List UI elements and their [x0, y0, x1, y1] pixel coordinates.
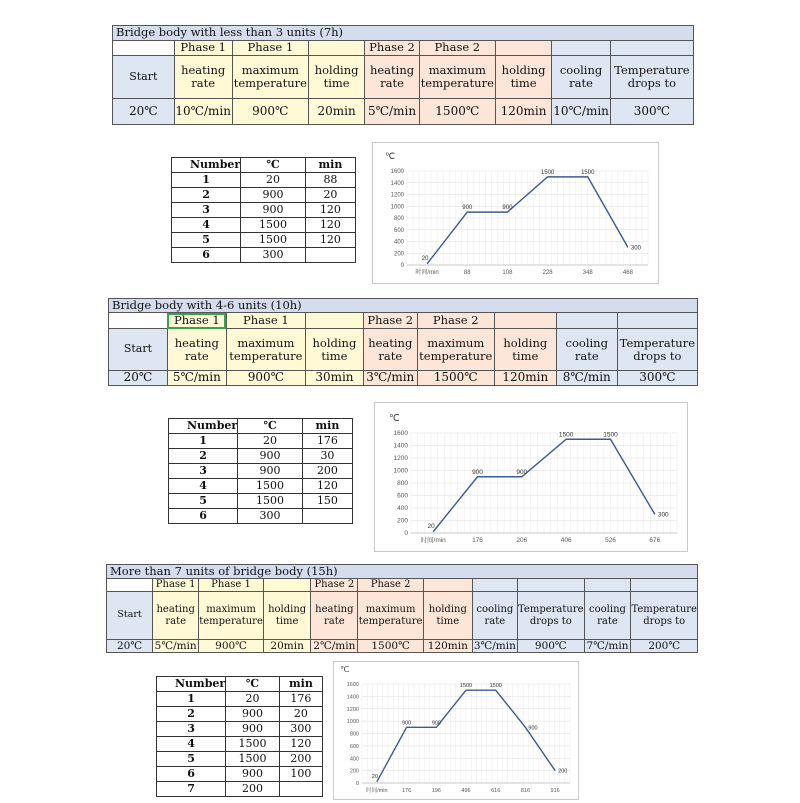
value-cell: 900℃ — [226, 371, 305, 386]
x-tick-label: 348 — [582, 270, 593, 276]
table-row — [157, 752, 323, 767]
table-cell: 300 — [279, 722, 322, 737]
data-label: 20 — [371, 773, 378, 780]
header-cell: Temperature drops to — [610, 56, 693, 99]
chart-svg-2 — [375, 403, 687, 551]
header-cell: maximum temperature — [232, 56, 308, 99]
x-tick-label: 676 — [649, 537, 661, 544]
table-row — [169, 464, 353, 479]
column-header: Number — [169, 419, 238, 434]
program-table-3 — [106, 564, 698, 653]
y-tick-label: 800 — [349, 731, 359, 738]
y-tick-label: 1600 — [390, 169, 404, 175]
table-cell: 200 — [226, 782, 280, 797]
y-tick-label: 1400 — [346, 694, 359, 701]
x-tick-label: 916 — [550, 788, 560, 794]
y-tick-label: 600 — [397, 492, 408, 500]
y-tick-label: 1000 — [346, 719, 359, 726]
section-title: Bridge body with 4-6 units (10h) — [109, 299, 698, 313]
table-row — [172, 218, 356, 233]
value-cell: 900℃ — [199, 640, 264, 653]
table-cell: 20 — [226, 692, 280, 707]
y-tick-label: 1600 — [346, 682, 359, 688]
header-cell: heating rate — [363, 329, 417, 371]
table-cell: 176 — [302, 434, 352, 449]
chart-svg-3 — [334, 662, 578, 799]
phase-cell: Phase 1 — [174, 41, 232, 56]
x-tick-label: 228 — [542, 270, 553, 276]
value-cell: 3℃/min — [363, 371, 417, 386]
phase-cell — [518, 579, 585, 592]
header-cell: Temperature drops to — [617, 329, 697, 371]
value-cell: 200℃ — [631, 640, 698, 653]
value-cell: 5℃/min — [167, 371, 226, 386]
value-cell: 3℃/min — [473, 640, 516, 653]
table-cell: 900 — [241, 203, 306, 218]
data-label: 900 — [528, 725, 538, 732]
table-cell: 1500 — [241, 233, 306, 248]
x-tick-label: 176 — [401, 788, 412, 794]
data-label: 1500 — [540, 169, 555, 176]
phase-cell — [617, 313, 697, 329]
y-tick-label: 1200 — [346, 706, 359, 713]
x-tick-label: 206 — [516, 537, 528, 544]
table-cell: 300 — [238, 509, 303, 524]
value-cell: 20min — [308, 99, 364, 125]
chart-svg-1 — [373, 143, 658, 283]
phase-cell — [631, 579, 698, 592]
table-cell: 150 — [302, 494, 352, 509]
header-cell: cooling rate — [472, 592, 517, 640]
y-tick-label: 600 — [349, 743, 359, 750]
header-cell: holding time — [305, 329, 363, 371]
table-row — [157, 707, 323, 722]
table-cell: 3 — [169, 464, 238, 479]
y-tick-label: 0 — [355, 781, 359, 787]
y-tick-label: 0 — [400, 263, 404, 269]
temperature-chart-3 — [333, 661, 579, 800]
table-cell: 900 — [226, 767, 280, 782]
table-cell: 6 — [169, 509, 238, 524]
header-cell: heating rate — [167, 329, 226, 371]
x-axis-label: 时间/min — [420, 537, 446, 544]
section-title: Bridge body with less than 3 units (7h) — [113, 26, 694, 41]
value-cell: 1500℃ — [358, 640, 424, 653]
phase-cell — [113, 41, 175, 56]
phase-cell: Phase 1 — [199, 579, 264, 592]
table-row — [169, 479, 353, 494]
table-row — [172, 233, 356, 248]
table-cell: 30 — [302, 449, 352, 464]
table-row — [169, 509, 353, 524]
x-tick-label: 616 — [491, 788, 501, 794]
table-row — [157, 737, 323, 752]
section-title: More than 7 units of bridge body (15h) — [107, 565, 698, 579]
table-cell: 200 — [302, 464, 352, 479]
table-cell: 1500 — [241, 218, 306, 233]
value-cell: 300℃ — [617, 371, 697, 386]
y-tick-label: 200 — [393, 251, 404, 258]
table-cell: 88 — [305, 173, 355, 188]
phase-cell — [472, 579, 517, 592]
table-cell: 5 — [169, 494, 238, 509]
x-tick-label: 816 — [520, 788, 531, 794]
phase-cell — [584, 579, 631, 592]
header-cell: maximum temperature — [358, 592, 424, 640]
x-tick-label: 176 — [472, 537, 483, 544]
table-cell: 20 — [241, 173, 306, 188]
x-tick-label: 496 — [461, 788, 471, 794]
data-label: 1500 — [558, 431, 574, 439]
header-cell: holding time — [308, 56, 364, 99]
table-row — [172, 188, 356, 203]
x-tick-label: 406 — [560, 537, 572, 544]
data-label: 900 — [516, 468, 528, 476]
data-label: 20 — [421, 255, 429, 262]
header-cell: holding time — [423, 592, 472, 640]
column-header: min — [305, 158, 355, 173]
value-cell: 10℃/min — [174, 99, 232, 125]
table-row — [157, 782, 323, 797]
data-label: 900 — [401, 720, 412, 727]
table-cell: 120 — [279, 737, 322, 752]
data-label: 900 — [431, 720, 441, 727]
column-header: Number — [157, 677, 226, 692]
value-cell: 300℃ — [610, 99, 693, 125]
table-cell: 3 — [157, 722, 226, 737]
table-cell: 4 — [169, 479, 238, 494]
value-cell: 30min — [305, 371, 363, 386]
table-cell: 7 — [157, 782, 226, 797]
value-cell: 120min — [495, 99, 551, 125]
data-label: 1500 — [603, 431, 618, 439]
column-header: ℃ — [226, 677, 280, 692]
header-cell: heating rate — [153, 592, 199, 640]
data-label: 900 — [462, 205, 473, 212]
phase-cell: Phase 2 — [311, 579, 358, 592]
table-cell: 3 — [172, 203, 241, 218]
table-cell — [305, 248, 355, 263]
header-cell: holding time — [494, 329, 556, 371]
x-tick-label: 196 — [431, 788, 441, 794]
table-cell: 5 — [172, 233, 241, 248]
program-table-1 — [112, 25, 694, 125]
table-cell: 4 — [157, 737, 226, 752]
table-row — [157, 767, 323, 782]
header-cell: Temperature drops to — [631, 592, 698, 640]
phase-cell: Phase 2 — [358, 579, 424, 592]
header-cell: cooling rate — [552, 56, 611, 99]
x-axis-label: 时间/min — [366, 788, 388, 794]
table-cell: 120 — [305, 203, 355, 218]
table-cell: 120 — [305, 218, 355, 233]
table-cell: 176 — [279, 692, 322, 707]
table-cell: 200 — [279, 752, 322, 767]
temperature-chart-2 — [374, 402, 688, 552]
table-cell: 1500 — [226, 737, 280, 752]
y-tick-label: 400 — [349, 756, 359, 763]
table-row — [169, 494, 353, 509]
column-header: min — [279, 677, 322, 692]
value-cell: 20℃ — [109, 371, 168, 386]
value-cell: 900℃ — [232, 99, 308, 125]
table-row — [157, 692, 323, 707]
phase-cell: Phase 2 — [419, 41, 495, 56]
column-header: ℃ — [241, 158, 306, 173]
header-cell: maximum temperature — [199, 592, 264, 640]
table-row — [172, 173, 356, 188]
table-row — [172, 203, 356, 218]
value-cell: 5℃/min — [365, 99, 419, 125]
table-row — [169, 434, 353, 449]
table-cell: 120 — [302, 479, 352, 494]
table-cell: 900 — [226, 707, 280, 722]
y-axis-unit-label: ℃ — [389, 413, 400, 424]
header-cell: maximum temperature — [226, 329, 305, 371]
value-cell: 1500℃ — [417, 371, 494, 386]
x-tick-label: 526 — [605, 537, 616, 544]
table-cell: 1500 — [238, 479, 303, 494]
column-header: min — [302, 419, 352, 434]
phase-cell — [494, 313, 556, 329]
phase-cell — [610, 41, 693, 56]
header-cell: Start — [109, 329, 168, 371]
table-cell: 120 — [305, 233, 355, 248]
header-cell: maximum temperature — [419, 56, 495, 99]
phase-cell: Phase 1 — [153, 579, 199, 592]
y-axis-unit-label: ℃ — [340, 664, 350, 674]
data-label: 200 — [558, 768, 568, 775]
data-label: 900 — [472, 468, 483, 476]
value-cell: 7℃/min — [584, 640, 631, 653]
value-cell: 120min — [423, 640, 472, 653]
column-header: Number — [172, 158, 241, 173]
data-table-3 — [156, 676, 323, 797]
phase-cell — [556, 313, 617, 329]
x-tick-label: 88 — [463, 270, 471, 276]
table-cell: 1500 — [238, 494, 303, 509]
header-cell: Start — [107, 592, 153, 640]
phase-cell: Phase 2 — [365, 41, 419, 56]
table-cell: 1500 — [226, 752, 280, 767]
table-cell: 20 — [238, 434, 303, 449]
y-tick-label: 1200 — [393, 455, 408, 462]
y-tick-label: 800 — [397, 480, 408, 487]
y-tick-label: 400 — [397, 505, 408, 512]
data-label: 300 — [657, 511, 669, 519]
data-table-2 — [168, 418, 353, 524]
phase-cell — [495, 41, 551, 56]
phase-cell — [308, 41, 364, 56]
y-tick-label: 400 — [393, 239, 404, 246]
data-table-1 — [171, 157, 356, 263]
y-tick-label: 1200 — [390, 192, 404, 199]
x-tick-label: 468 — [622, 270, 633, 276]
table-row — [169, 449, 353, 464]
value-cell: 5℃/min — [153, 640, 199, 653]
y-tick-label: 600 — [393, 227, 404, 234]
phase-cell: Phase 1 — [232, 41, 308, 56]
value-cell: 8℃/min — [556, 371, 617, 386]
temperature-chart-1 — [372, 142, 659, 284]
phase-cell — [423, 579, 472, 592]
header-cell: heating rate — [174, 56, 232, 99]
data-label: 300 — [630, 245, 641, 252]
phase-cell — [109, 313, 168, 329]
y-tick-label: 1000 — [393, 467, 408, 475]
y-tick-label: 200 — [349, 768, 359, 775]
table-cell — [279, 782, 322, 797]
data-label: 1500 — [489, 683, 502, 690]
value-cell: 1500℃ — [419, 99, 495, 125]
header-cell: heating rate — [365, 56, 419, 99]
table-cell: 2 — [169, 449, 238, 464]
y-tick-label: 1400 — [390, 180, 404, 187]
table-cell: 900 — [226, 722, 280, 737]
y-tick-label: 0 — [404, 530, 408, 537]
y-axis-unit-label: ℃ — [385, 151, 396, 161]
header-cell: holding time — [263, 592, 311, 640]
value-cell: 2℃/min — [311, 640, 358, 653]
value-cell: 20℃ — [113, 99, 175, 125]
program-table-2 — [108, 298, 698, 386]
value-cell: 20min — [263, 640, 311, 653]
table-cell: 4 — [172, 218, 241, 233]
table-cell: 900 — [238, 464, 303, 479]
phase-cell: Phase 2 — [363, 313, 417, 329]
y-tick-label: 800 — [393, 216, 404, 222]
header-cell: cooling rate — [556, 329, 617, 371]
y-tick-label: 200 — [397, 517, 408, 525]
data-label: 20 — [427, 522, 435, 530]
y-tick-label: 1600 — [393, 430, 408, 437]
table-cell: 1 — [172, 173, 241, 188]
table-cell: 20 — [279, 707, 322, 722]
phase-cell: Phase 1 — [226, 313, 305, 329]
value-cell: 900℃ — [518, 640, 585, 653]
table-cell — [302, 509, 352, 524]
value-cell: 20℃ — [107, 640, 153, 653]
phase-cell: Phase 1 — [167, 313, 226, 329]
column-header: ℃ — [238, 419, 303, 434]
data-label: 1500 — [459, 683, 473, 690]
value-cell: 120min — [494, 371, 556, 386]
table-cell: 100 — [279, 767, 322, 782]
phase-cell — [263, 579, 311, 592]
phase-cell — [107, 579, 153, 592]
table-cell: 6 — [157, 767, 226, 782]
table-cell: 300 — [241, 248, 306, 263]
header-cell: maximum temperature — [417, 329, 494, 371]
table-row — [172, 248, 356, 263]
table-cell: 20 — [305, 188, 355, 203]
phase-cell: Phase 2 — [417, 313, 494, 329]
header-cell: heating rate — [311, 592, 358, 640]
x-axis-label: 时间/min — [415, 270, 439, 276]
table-cell: 2 — [157, 707, 226, 722]
phase-cell — [552, 41, 611, 56]
phase-cell — [305, 313, 363, 329]
value-cell: 10℃/min — [552, 99, 611, 125]
table-cell: 900 — [241, 188, 306, 203]
x-tick-label: 108 — [502, 270, 513, 276]
table-cell: 6 — [172, 248, 241, 263]
y-tick-label: 1000 — [390, 204, 404, 211]
table-cell: 1 — [169, 434, 238, 449]
header-cell: holding time — [495, 56, 551, 99]
table-row — [157, 722, 323, 737]
data-label: 1500 — [581, 169, 595, 176]
table-cell: 900 — [238, 449, 303, 464]
header-cell: Temperature drops to — [518, 592, 585, 640]
table-cell: 2 — [172, 188, 241, 203]
y-tick-label: 1400 — [393, 442, 408, 450]
table-cell: 5 — [157, 752, 226, 767]
header-cell: Start — [113, 56, 175, 99]
data-label: 900 — [502, 205, 513, 212]
header-cell: cooling rate — [584, 592, 631, 640]
table-cell: 1 — [157, 692, 226, 707]
